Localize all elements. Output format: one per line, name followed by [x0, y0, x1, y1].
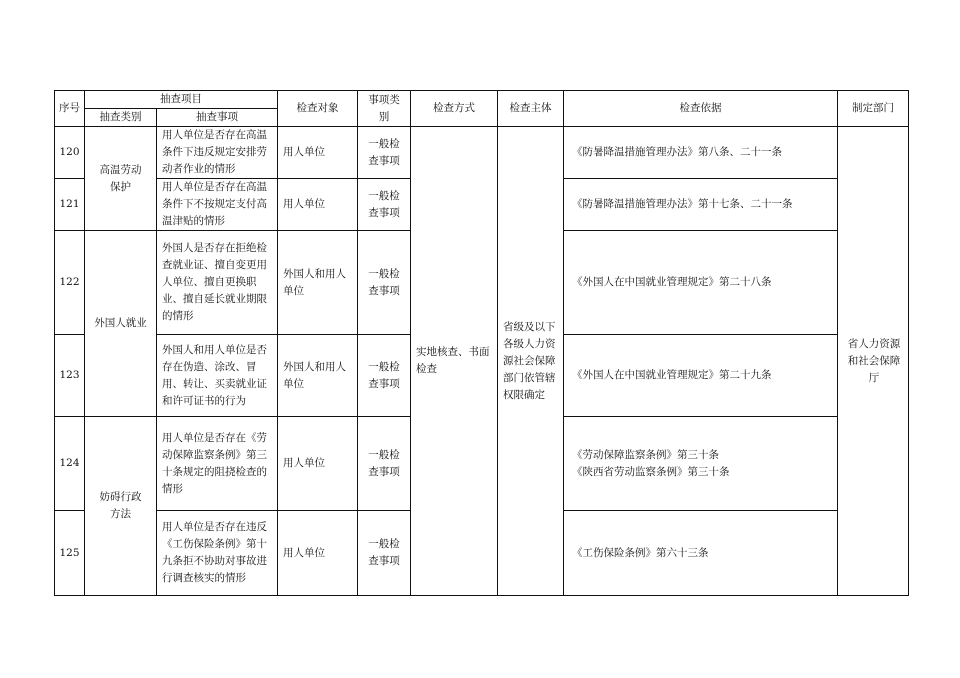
header-category: 抽查类别 [85, 109, 157, 127]
type-cell: 一般检查事项 [358, 335, 411, 417]
header-target: 检查对象 [278, 91, 358, 127]
type-cell: 一般检查事项 [358, 231, 411, 335]
type-cell: 一般检查事项 [358, 127, 411, 179]
header-matter: 抽查事项 [157, 109, 278, 127]
type-cell: 一般检查事项 [358, 511, 411, 596]
header-method: 检查方式 [411, 91, 498, 127]
target-cell: 外国人和用人单位 [278, 231, 358, 335]
matter-cell: 用人单位是否存在高温条件下违反规定安排劳动者作业的情形 [157, 127, 278, 179]
inspection-table [54, 90, 909, 596]
matter-cell: 外国人和用人单位是否存在伪造、涂改、冒用、转让、买卖就业证和许可证书的行为 [157, 335, 278, 417]
header-row-top [55, 91, 909, 109]
basis-cell [564, 511, 838, 596]
basis-line: 《劳动保障监察条例》第三十条 [572, 448, 719, 461]
type-cell: 一般检查事项 [358, 417, 411, 511]
category-cell: 高温劳动保护 [85, 127, 157, 231]
row-number: 120 [55, 127, 85, 179]
target-cell: 用人单位 [278, 511, 358, 596]
target-cell: 用人单位 [278, 417, 358, 511]
target-cell: 外国人和用人单位 [278, 335, 358, 417]
header-items-group: 抽查项目 [85, 91, 278, 109]
row-number: 125 [55, 511, 85, 596]
header-subject: 检查主体 [498, 91, 564, 127]
matter-cell: 用人单位是否存在高温条件下不按规定支付高温津贴的情形 [157, 179, 278, 231]
subject-cell: 省级及以下各级人力资源社会保障部门依管辖权限确定 [498, 127, 564, 596]
target-cell: 用人单位 [278, 127, 358, 179]
header-seq: 序号 [55, 91, 85, 127]
category-cell: 妨碍行政方法 [85, 417, 157, 596]
dept-cell: 省人力资源和社会保障厅 [838, 127, 909, 596]
method-cell: 实地核查、书面检查 [411, 127, 498, 596]
basis-line: 《外国人在中国就业管理规定》第二十九条 [572, 369, 772, 381]
basis-cell [564, 335, 838, 417]
basis-line: 《防暑降温措施管理办法》第八条、二十一条 [572, 146, 782, 158]
matter-cell: 用人单位是否存在违反《工伤保险条例》第十九条拒不协助对事故进行调查核实的情形 [157, 511, 278, 596]
table-row [55, 127, 909, 179]
basis-line: 《陕西省劳动监察条例》第三十条 [572, 465, 730, 478]
header-type: 事项类别 [358, 91, 411, 127]
basis-line: 《防暑降温措施管理办法》第十七条、二十一条 [572, 198, 793, 210]
matter-cell: 用人单位是否存在《劳动保障监察条例》第三十条规定的阻挠检查的情形 [157, 417, 278, 511]
row-number: 123 [55, 335, 85, 417]
type-cell: 一般检查事项 [358, 179, 411, 231]
basis-cell [564, 231, 838, 335]
row-number: 122 [55, 231, 85, 335]
target-cell: 用人单位 [278, 179, 358, 231]
header-dept: 制定部门 [838, 91, 909, 127]
basis-cell [564, 417, 838, 511]
matter-cell: 外国人是否存在拒绝检查就业证、擅自变更用人单位、擅自更换职业、擅自延长就业期限的情形 [157, 231, 278, 335]
basis-cell [564, 179, 838, 231]
row-number: 124 [55, 417, 85, 511]
basis-line: 《工伤保险条例》第六十三条 [572, 546, 709, 559]
basis-line: 《外国人在中国就业管理规定》第二十八条 [572, 276, 772, 288]
row-number: 121 [55, 179, 85, 231]
header-basis: 检查依据 [564, 91, 838, 127]
category-cell: 外国人就业 [85, 231, 157, 417]
basis-cell [564, 127, 838, 179]
